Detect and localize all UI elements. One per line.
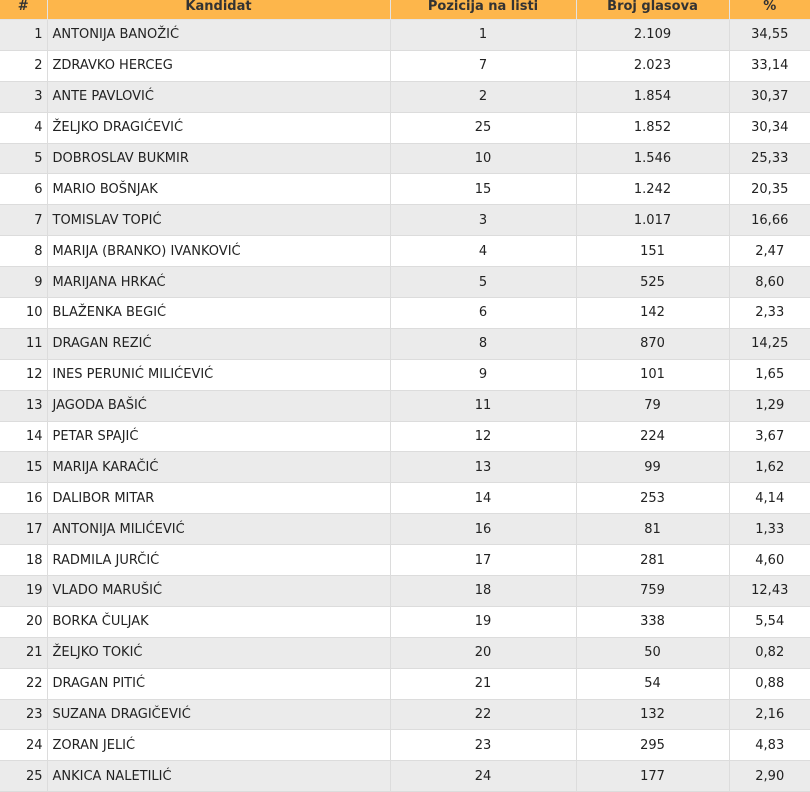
cell-rank: 4: [0, 112, 47, 143]
table-row: [0, 20, 810, 51]
cell-candidate: TOMISLAV TOPIĆ: [47, 205, 390, 236]
cell-vote-count: 99: [576, 452, 729, 483]
cell-percent: 33,14: [729, 50, 810, 81]
cell-percent: 1,65: [729, 359, 810, 390]
header-candidate[interactable]: Kandidat: [47, 0, 390, 20]
cell-vote-count: 177: [576, 761, 729, 792]
cell-candidate: MARIJA (BRANKO) IVANKOVIĆ: [47, 236, 390, 267]
cell-candidate: DOBROSLAV BUKMIR: [47, 143, 390, 174]
cell-rank: 16: [0, 483, 47, 514]
cell-rank: 10: [0, 298, 47, 329]
cell-vote-count: 132: [576, 699, 729, 730]
cell-candidate: BORKA ČULJAK: [47, 606, 390, 637]
cell-vote-count: 253: [576, 483, 729, 514]
header-number[interactable]: #: [0, 0, 47, 20]
table-body: [0, 20, 810, 792]
cell-percent: 1,29: [729, 390, 810, 421]
table-row: [0, 606, 810, 637]
cell-rank: 13: [0, 390, 47, 421]
cell-list-position: 2: [390, 81, 576, 112]
cell-rank: 14: [0, 421, 47, 452]
cell-rank: 24: [0, 730, 47, 761]
cell-vote-count: 1.854: [576, 81, 729, 112]
cell-rank: 18: [0, 545, 47, 576]
cell-list-position: 18: [390, 576, 576, 607]
cell-percent: 3,67: [729, 421, 810, 452]
cell-vote-count: 81: [576, 514, 729, 545]
cell-candidate: DRAGAN PITIĆ: [47, 668, 390, 699]
cell-percent: 16,66: [729, 205, 810, 236]
header-row: [0, 0, 810, 20]
table-row: [0, 81, 810, 112]
cell-rank: 21: [0, 637, 47, 668]
cell-candidate: ANTONIJA MILIĆEVIĆ: [47, 514, 390, 545]
cell-vote-count: 295: [576, 730, 729, 761]
cell-candidate: ZORAN JELIĆ: [47, 730, 390, 761]
cell-list-position: 15: [390, 174, 576, 205]
cell-rank: 17: [0, 514, 47, 545]
table-row: [0, 328, 810, 359]
cell-list-position: 16: [390, 514, 576, 545]
cell-candidate: MARIO BOŠNJAK: [47, 174, 390, 205]
table-row: [0, 390, 810, 421]
table-row: [0, 545, 810, 576]
cell-candidate: ANKICA NALETILIĆ: [47, 761, 390, 792]
table-row: [0, 699, 810, 730]
table-row: [0, 483, 810, 514]
cell-candidate: DALIBOR MITAR: [47, 483, 390, 514]
cell-percent: 30,37: [729, 81, 810, 112]
cell-vote-count: 2.109: [576, 20, 729, 51]
cell-list-position: 23: [390, 730, 576, 761]
cell-vote-count: 151: [576, 236, 729, 267]
cell-list-position: 24: [390, 761, 576, 792]
cell-candidate: RADMILA JURČIĆ: [47, 545, 390, 576]
cell-percent: 2,47: [729, 236, 810, 267]
cell-rank: 9: [0, 267, 47, 298]
cell-rank: 5: [0, 143, 47, 174]
cell-list-position: 21: [390, 668, 576, 699]
cell-candidate: ANTE PAVLOVIĆ: [47, 81, 390, 112]
cell-percent: 0,88: [729, 668, 810, 699]
cell-candidate: VLADO MARUŠIĆ: [47, 576, 390, 607]
cell-candidate: ZDRAVKO HERCEG: [47, 50, 390, 81]
table-row: [0, 50, 810, 81]
cell-vote-count: 1.242: [576, 174, 729, 205]
header-vote-count[interactable]: Broj glasova: [576, 0, 729, 20]
header-percent[interactable]: %: [729, 0, 810, 20]
table-row: [0, 421, 810, 452]
cell-percent: 2,33: [729, 298, 810, 329]
cell-candidate: MARIJANA HRKAĆ: [47, 267, 390, 298]
cell-vote-count: 2.023: [576, 50, 729, 81]
cell-candidate: ANTONIJA BANOŽIĆ: [47, 20, 390, 51]
cell-list-position: 10: [390, 143, 576, 174]
cell-list-position: 13: [390, 452, 576, 483]
cell-rank: 6: [0, 174, 47, 205]
cell-vote-count: 79: [576, 390, 729, 421]
cell-list-position: 25: [390, 112, 576, 143]
cell-rank: 15: [0, 452, 47, 483]
cell-percent: 1,62: [729, 452, 810, 483]
cell-list-position: 22: [390, 699, 576, 730]
cell-list-position: 3: [390, 205, 576, 236]
table-row: [0, 174, 810, 205]
cell-vote-count: 1.852: [576, 112, 729, 143]
cell-vote-count: 1.546: [576, 143, 729, 174]
cell-rank: 12: [0, 359, 47, 390]
cell-candidate: MARIJA KARAČIĆ: [47, 452, 390, 483]
table-row: [0, 452, 810, 483]
table-row: [0, 668, 810, 699]
cell-vote-count: 525: [576, 267, 729, 298]
cell-percent: 4,60: [729, 545, 810, 576]
cell-vote-count: 338: [576, 606, 729, 637]
cell-vote-count: 142: [576, 298, 729, 329]
table-row: [0, 298, 810, 329]
table-row: [0, 514, 810, 545]
cell-rank: 23: [0, 699, 47, 730]
table-row: [0, 576, 810, 607]
cell-vote-count: 281: [576, 545, 729, 576]
cell-rank: 25: [0, 761, 47, 792]
cell-vote-count: 54: [576, 668, 729, 699]
cell-percent: 12,43: [729, 576, 810, 607]
cell-vote-count: 759: [576, 576, 729, 607]
cell-candidate: BLAŽENKA BEGIĆ: [47, 298, 390, 329]
cell-candidate: INES PERUNIĆ MILIĆEVIĆ: [47, 359, 390, 390]
cell-candidate: ŽELJKO TOKIĆ: [47, 637, 390, 668]
cell-list-position: 4: [390, 236, 576, 267]
cell-vote-count: 870: [576, 328, 729, 359]
cell-rank: 20: [0, 606, 47, 637]
cell-vote-count: 1.017: [576, 205, 729, 236]
header-list-position[interactable]: Pozicija na listi: [390, 0, 576, 20]
cell-vote-count: 101: [576, 359, 729, 390]
cell-candidate: JAGODA BAŠIĆ: [47, 390, 390, 421]
cell-percent: 4,14: [729, 483, 810, 514]
table-row: [0, 267, 810, 298]
cell-list-position: 8: [390, 328, 576, 359]
cell-rank: 7: [0, 205, 47, 236]
cell-list-position: 20: [390, 637, 576, 668]
cell-vote-count: 50: [576, 637, 729, 668]
cell-rank: 8: [0, 236, 47, 267]
cell-list-position: 5: [390, 267, 576, 298]
table-row: [0, 205, 810, 236]
cell-percent: 25,33: [729, 143, 810, 174]
cell-rank: 2: [0, 50, 47, 81]
cell-percent: 30,34: [729, 112, 810, 143]
cell-percent: 2,90: [729, 761, 810, 792]
cell-list-position: 17: [390, 545, 576, 576]
cell-candidate: SUZANA DRAGIČEVIĆ: [47, 699, 390, 730]
table-row: [0, 761, 810, 792]
cell-list-position: 12: [390, 421, 576, 452]
cell-rank: 11: [0, 328, 47, 359]
cell-percent: 20,35: [729, 174, 810, 205]
cell-list-position: 11: [390, 390, 576, 421]
table-row: [0, 730, 810, 761]
cell-percent: 8,60: [729, 267, 810, 298]
cell-percent: 1,33: [729, 514, 810, 545]
cell-percent: 14,25: [729, 328, 810, 359]
cell-candidate: PETAR SPAJIĆ: [47, 421, 390, 452]
cell-vote-count: 224: [576, 421, 729, 452]
cell-list-position: 19: [390, 606, 576, 637]
cell-list-position: 14: [390, 483, 576, 514]
cell-rank: 19: [0, 576, 47, 607]
cell-percent: 0,82: [729, 637, 810, 668]
table-row: [0, 112, 810, 143]
table-row: [0, 637, 810, 668]
cell-percent: 2,16: [729, 699, 810, 730]
cell-rank: 3: [0, 81, 47, 112]
table-row: [0, 236, 810, 267]
cell-list-position: 1: [390, 20, 576, 51]
cell-list-position: 6: [390, 298, 576, 329]
cell-percent: 34,55: [729, 20, 810, 51]
table-row: [0, 143, 810, 174]
cell-candidate: ŽELJKO DRAGIĆEVIĆ: [47, 112, 390, 143]
cell-percent: 4,83: [729, 730, 810, 761]
cell-candidate: DRAGAN REZIĆ: [47, 328, 390, 359]
table-header: [0, 0, 810, 20]
cell-list-position: 7: [390, 50, 576, 81]
cell-rank: 22: [0, 668, 47, 699]
cell-list-position: 9: [390, 359, 576, 390]
table-row: [0, 359, 810, 390]
cell-rank: 1: [0, 20, 47, 51]
cell-percent: 5,54: [729, 606, 810, 637]
